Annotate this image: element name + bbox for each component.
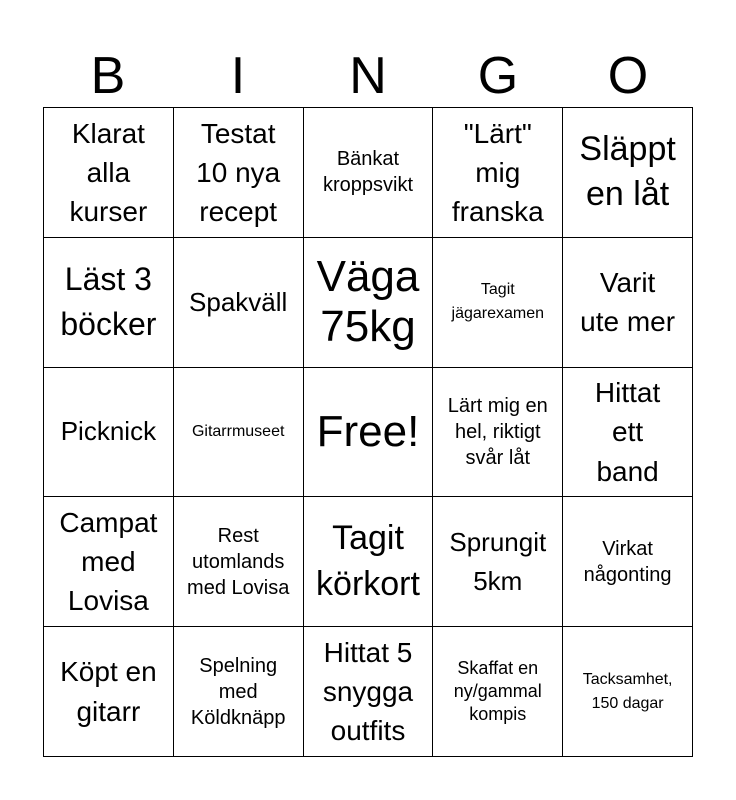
- bingo-cell[interactable]: [44, 627, 174, 757]
- cell-text: Tagit körkort: [316, 518, 420, 603]
- bingo-cell[interactable]: [44, 368, 174, 498]
- cell-text: Klarat alla kurser: [69, 117, 148, 227]
- bingo-cell[interactable]: [433, 108, 563, 238]
- bingo-cell[interactable]: [304, 238, 434, 368]
- cell-text: Picknick: [60, 416, 157, 447]
- cell-text: Tagit jägarexamen: [451, 281, 545, 323]
- cell-text: Läst 3 böcker: [60, 261, 157, 343]
- bingo-cell[interactable]: [563, 627, 693, 757]
- cell-text: Rest utomlands med Lovisa: [187, 524, 290, 599]
- bingo-grid: [43, 107, 693, 757]
- bingo-cell[interactable]: [433, 497, 563, 627]
- header-letter-b: B: [90, 47, 126, 105]
- bingo-cell[interactable]: [563, 108, 693, 238]
- cell-text: Bänkat kroppsvikt: [322, 148, 413, 197]
- cell-text: Testat 10 nya recept: [196, 117, 281, 227]
- bingo-cell[interactable]: [44, 497, 174, 627]
- bingo-cell[interactable]: [44, 238, 174, 368]
- bingo-cell[interactable]: [304, 627, 434, 757]
- header-letter-g: G: [477, 47, 519, 105]
- cell-text: Tacksamhet, 150 dagar: [582, 670, 673, 712]
- cell-text: Spelning med Köldknäpp: [190, 654, 286, 729]
- cell-text: Väga 75kg: [316, 251, 420, 352]
- bingo-cell[interactable]: [433, 238, 563, 368]
- bingo-cell[interactable]: [563, 238, 693, 368]
- bingo-cell[interactable]: [174, 108, 304, 238]
- bingo-cell[interactable]: [304, 497, 434, 627]
- cell-text: Lärt mig en hel, riktigt svår låt: [447, 394, 548, 469]
- bingo-cell[interactable]: [44, 108, 174, 238]
- cell-text: Släppt en låt: [579, 129, 676, 214]
- header-letter-i: I: [230, 47, 246, 105]
- cell-text: Varit ute mer: [580, 267, 676, 338]
- free-space-cell[interactable]: [304, 368, 434, 498]
- cell-text: Spakväll: [189, 286, 288, 317]
- bingo-cell[interactable]: [174, 238, 304, 368]
- free-space-text: Free!: [316, 406, 420, 456]
- cell-text: Hittat 5 snygga outfits: [322, 636, 414, 747]
- cell-text: Sprungit 5km: [449, 526, 547, 596]
- bingo-cell[interactable]: [174, 368, 304, 498]
- header-letter-o: O: [607, 47, 649, 105]
- bingo-cell[interactable]: [433, 368, 563, 498]
- bingo-cell[interactable]: [304, 108, 434, 238]
- cell-text: Campat med Lovisa: [59, 507, 158, 617]
- cell-text: "Lärt" mig franska: [451, 117, 544, 227]
- cell-text: Köpt en gitarr: [60, 656, 157, 727]
- bingo-header: [43, 44, 693, 108]
- bingo-cell[interactable]: [433, 627, 563, 757]
- cell-text: Skaffat en ny/gammal kompis: [453, 657, 542, 725]
- header-letter-n: N: [349, 47, 387, 105]
- cell-text: Gitarrmuseet: [191, 422, 285, 440]
- cell-text: Hittat ett band: [594, 377, 661, 487]
- bingo-cell[interactable]: [174, 627, 304, 757]
- bingo-cell[interactable]: [174, 497, 304, 627]
- bingo-cell[interactable]: [563, 368, 693, 498]
- cell-text: Virkat någonting: [583, 537, 672, 586]
- bingo-cell[interactable]: [563, 497, 693, 627]
